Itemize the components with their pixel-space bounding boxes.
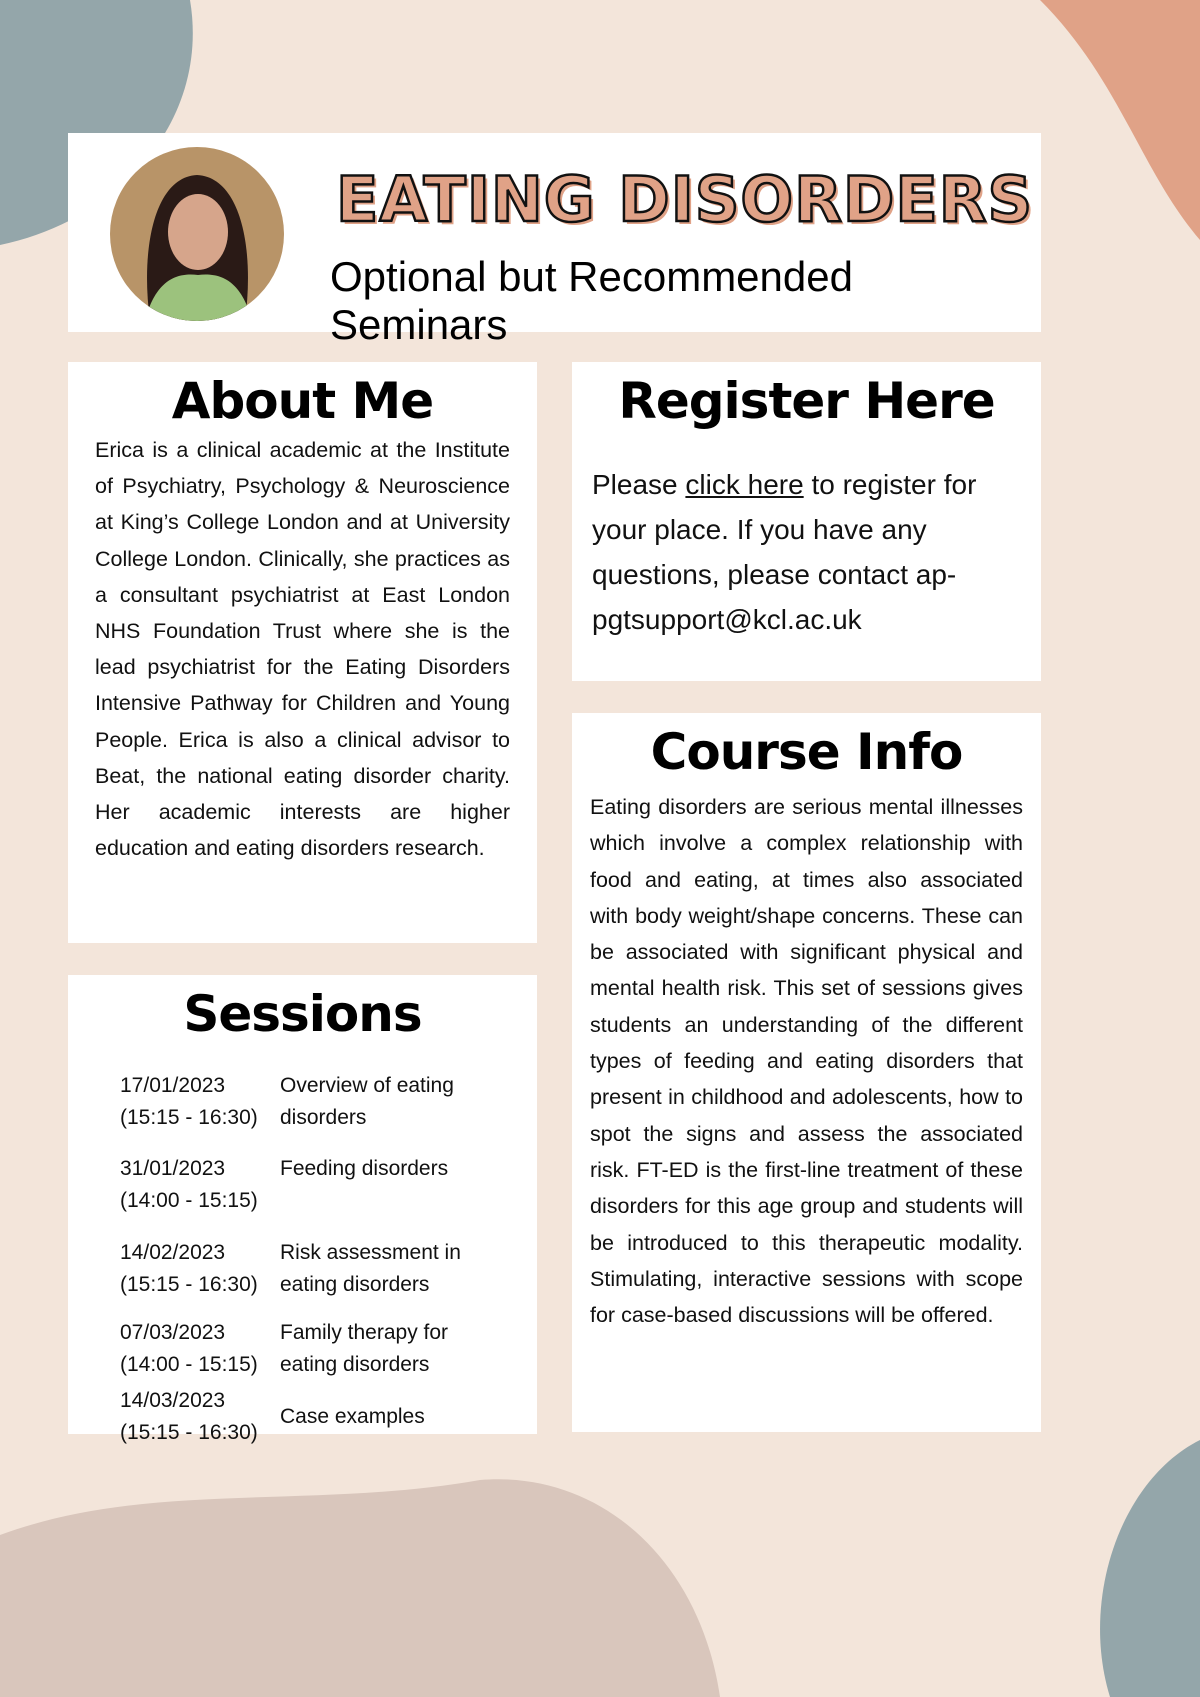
session-datetime (120, 1237, 280, 1301)
header-card (68, 133, 1041, 348)
session-time: (15:15 - 16:30) (120, 1106, 258, 1129)
presenter-photo (110, 147, 284, 321)
session-date: 31/01/2023 (120, 1157, 226, 1180)
session-title: Feeding disorders (280, 1157, 449, 1180)
register-text-after: to register for your place. If you have any questions, please contact ap-pgtsupport@kcl.ac.uk (592, 469, 977, 635)
session-date: 17/01/2023 (120, 1074, 226, 1097)
register-heading: Register Here (618, 372, 995, 430)
course-info-card (572, 713, 1041, 1432)
session-datetime (120, 1153, 280, 1217)
register-link[interactable]: click here (685, 469, 804, 500)
page-subtitle: Optional but Recommended Seminars (330, 253, 853, 348)
session-title: Family therapy for eating disorders (280, 1321, 449, 1376)
page-title: EATING DISORDERS (336, 163, 1034, 236)
session-date: 07/03/2023 (120, 1321, 226, 1344)
register-text (592, 462, 1021, 642)
session-date: 14/02/2023 (120, 1241, 226, 1264)
session-datetime (120, 1317, 280, 1381)
about-heading: About Me (171, 372, 434, 430)
session-time: (15:15 - 16:30) (120, 1273, 258, 1296)
session-datetime (120, 1070, 280, 1134)
sessions-heading: Sessions (183, 985, 422, 1043)
session-title: Risk assessment in eating disorders (280, 1241, 461, 1296)
register-card (572, 362, 1041, 681)
session-time: (15:15 - 16:30) (120, 1421, 258, 1444)
session-time: (14:00 - 15:15) (120, 1189, 258, 1212)
about-text: Erica is a clinical academic at the Institute of Psychiatry, Psychology & Neuroscience at King’s College London and at University College London. Clinically, she practices as a consultant psychiatrist at East London NHS Foundation Trust where she is the lead psychiatrist for the Eating Disorders Intensive Pathway for Children and Young People. Erica is also a clinical advisor to Beat, the national eating disorder charity. Her academic interests are higher education and eating disorders research. (95, 438, 510, 861)
session-title: Overview of eating disorders (280, 1074, 454, 1129)
register-text-before: Please (592, 469, 686, 500)
about-card (68, 362, 537, 943)
course-info-heading: Course Info (650, 723, 963, 781)
course-info-text: Eating disorders are serious mental illnesses which involve a complex relationship with food and eating, at times also associated with body weight/shape concerns. These can be associated with significant physical and mental health risk. This set of sessions gives students an understanding of the different types of feeding and eating disorders that present in childhood and adolescents, how to spot the signs and assess the associated risk. FT-ED is the first-line treatment of these disorders for this age group and students will be introduced to this therapeutic modality. Stimulating, interactive sessions with scope for case-based discussions will be offered. (590, 795, 1023, 1328)
session-date: 14/03/2023 (120, 1389, 226, 1412)
session-title: Case examples (280, 1405, 425, 1428)
session-datetime (120, 1385, 280, 1449)
session-time: (14:00 - 15:15) (120, 1353, 258, 1376)
sessions-card (68, 975, 537, 1444)
